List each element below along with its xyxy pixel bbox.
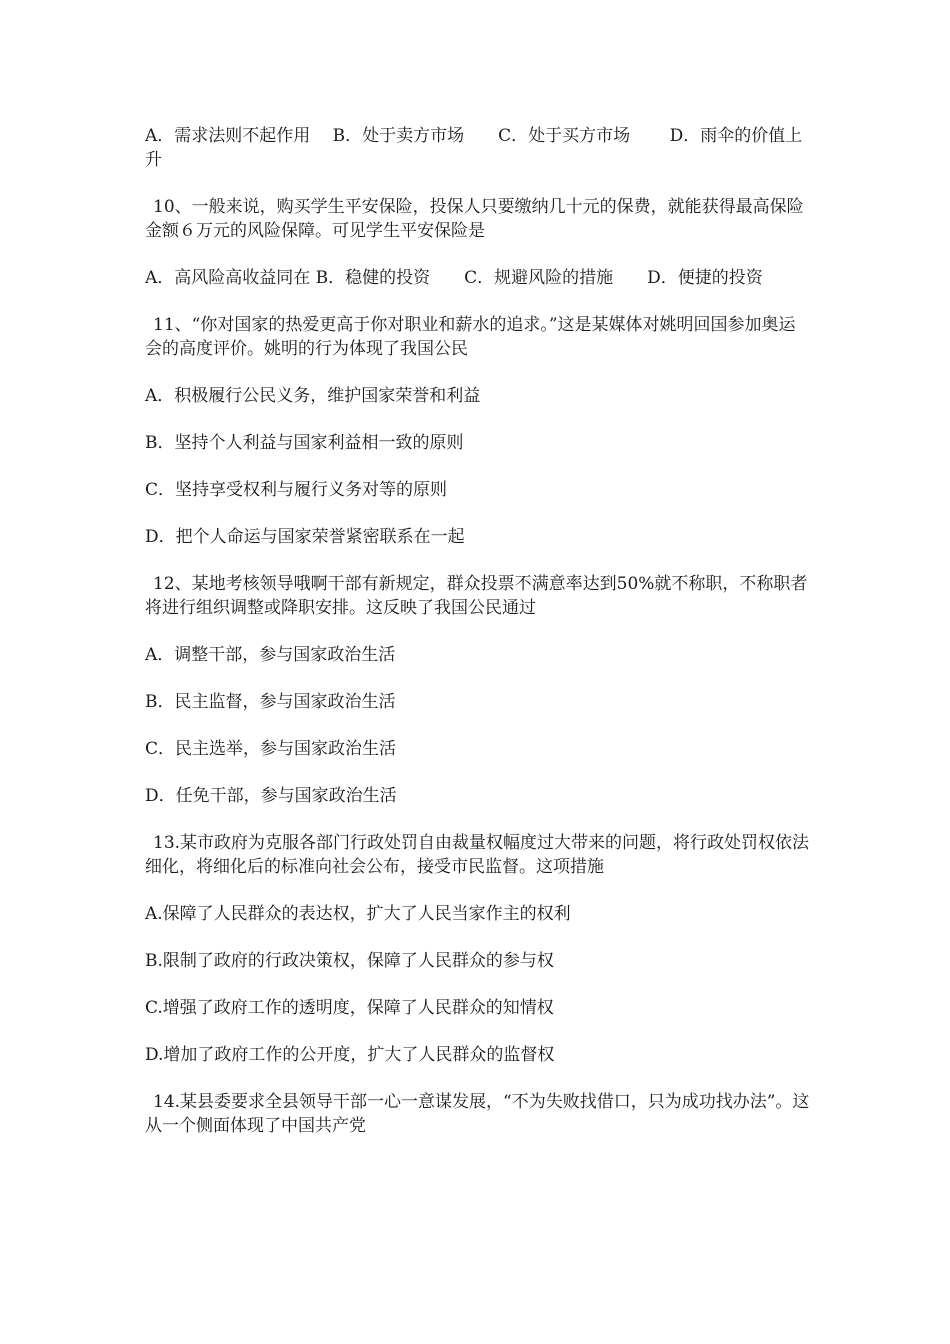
q11-option-d: D．把个人命运与国家荣誉紧密联系在一起: [145, 527, 465, 547]
q12-option-a: A．调整干部，参与国家政治生活: [145, 645, 396, 665]
q10-options: A．高风险高收益同在 B．稳健的投资 C．规避风险的措施 D．便捷的投资: [145, 268, 763, 288]
q13-option-d: D.增加了政府工作的公开度，扩大了人民群众的监督权: [145, 1045, 555, 1065]
q9-options: A．需求法则不起作用 B．处于卖方市场 C．处于买方市场 D．雨伞的价值上升: [145, 126, 803, 170]
q12-option-b: B．民主监督，参与国家政治生活: [145, 692, 396, 712]
q11-option-b: B．坚持个人利益与国家利益相一致的原则: [145, 433, 464, 453]
q10-stem: 10、一般来说，购买学生平安保险，投保人只要缴纳几十元的保费，就能获得最高保险金额６万元的风险保障。可见学生平安保险是: [145, 197, 804, 241]
exam-page: [145, 124, 810, 1161]
q12-option-c: C．民主选举，参与国家政治生活: [145, 739, 397, 759]
q12-stem: 12、某地考核领导哦啊干部有新规定，群众投票不满意率达到50%就不称职，不称职者将进行组织调整或降职安排。这反映了我国公民通过: [145, 574, 808, 618]
q13-option-c: C.增强了政府工作的透明度，保障了人民群众的知情权: [145, 998, 554, 1018]
q13-option-a: A.保障了人民群众的表达权，扩大了人民当家作主的权利: [145, 904, 571, 924]
q11-option-c: C．坚持享受权利与履行义务对等的原则: [145, 480, 448, 500]
q11-stem: 11、“你对国家的热爱更高于你对职业和薪水的追求。”这是某媒体对姚明回国参加奥运会的高度评价。姚明的行为体现了我国公民: [145, 315, 796, 359]
q13-stem: 13.某市政府为克服各部门行政处罚自由裁量权幅度过大带来的问题，将行政处罚权依法细化，将细化后的标准向社会公布，接受市民监督。这项措施: [145, 833, 810, 877]
q13-option-b: B.限制了政府的行政决策权，保障了人民群众的参与权: [145, 951, 554, 971]
q12-option-d: D．任免干部，参与国家政治生活: [145, 786, 397, 806]
q11-option-a: A．积极履行公民义务，维护国家荣誉和利益: [145, 386, 481, 406]
q14-stem: 14.某县委要求全县领导干部一心一意谋发展，“不为失败找借口，只为成功找办法”。这从一个侧面体现了中国共产党: [145, 1092, 810, 1136]
